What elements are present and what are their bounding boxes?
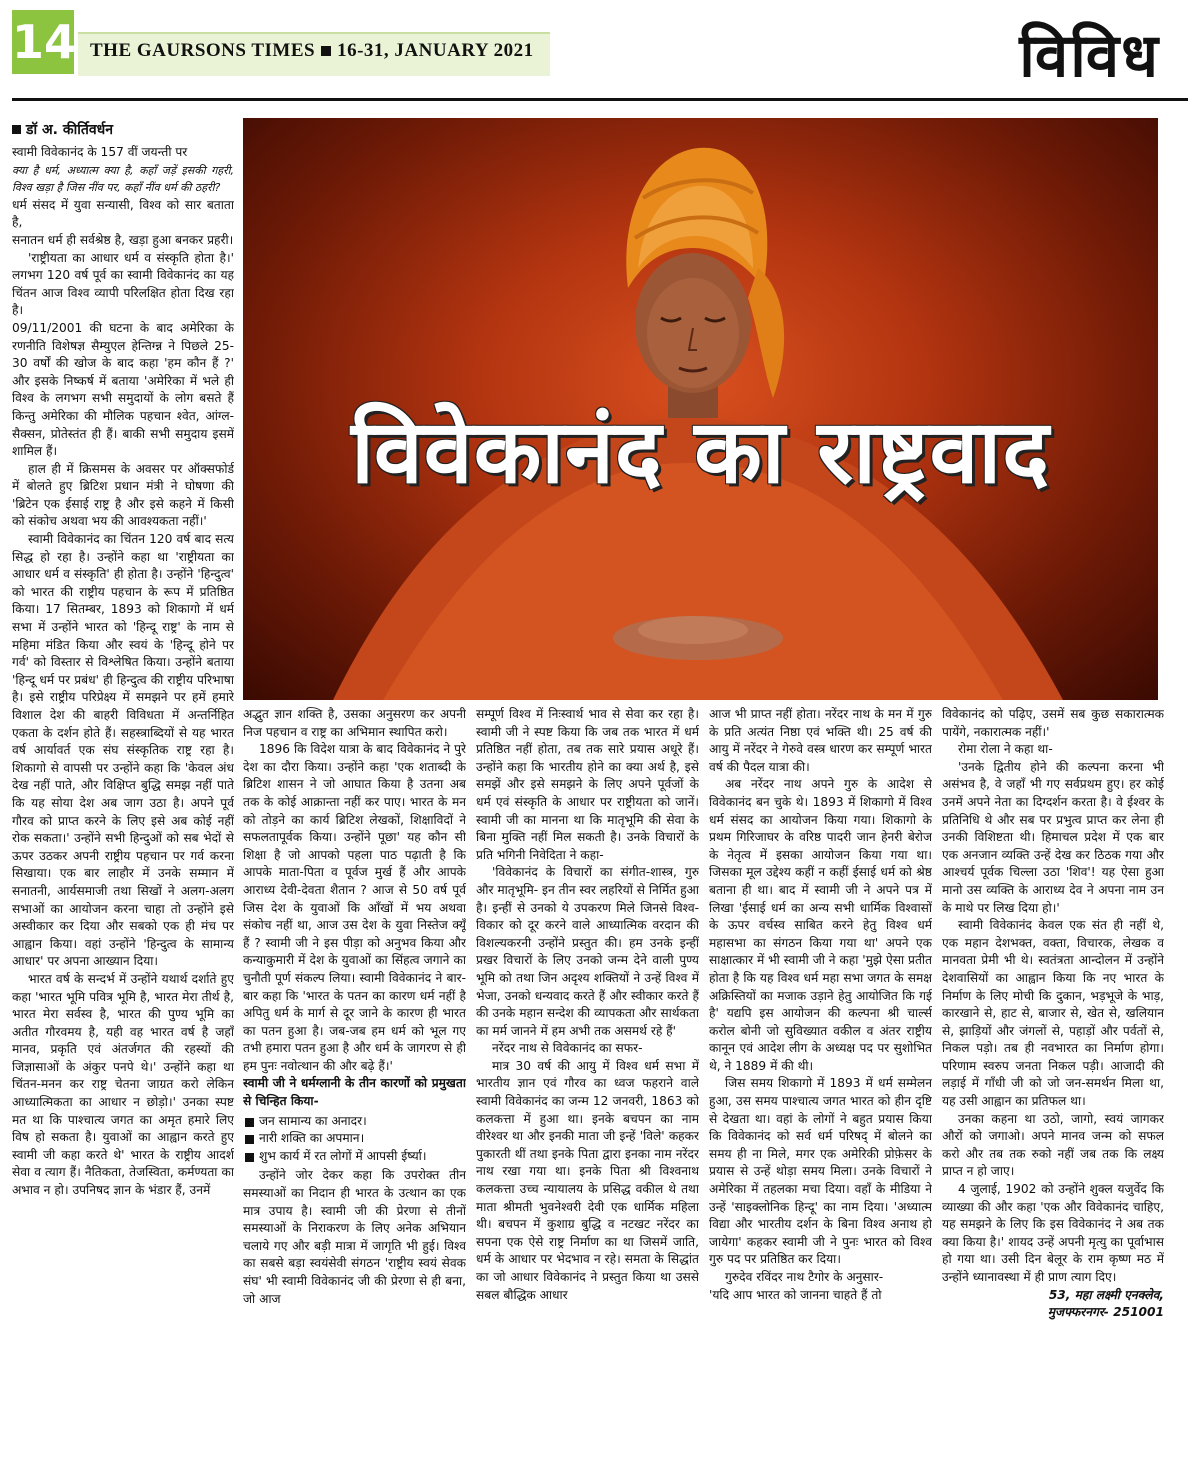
paragraph: 1896 कि विदेश यात्रा के बाद विवेकानंद ने पुरे देश का दौरा किया। उन्होंने कहा 'एक शताब्दी के ब्रिटिश शासन ने जो आघात किया है उतना अब तक के कोई आक्रान्ता नहीं कर पाए। भारत के मन को तोड़ने का कार्य ब्रिटिश लेखकों, शिक्षाविदों ने सफलतापूर्वक किया। उन्होंने पूछा' यह कौन सी शिक्षा है जो आपको पहला पाठ पढ़ाती है कि आपके माता-पिता व पूर्वज मुर्ख हैं और आपके आराध्य देवी-देवता शैतान ? आज से 50 वर्ष पूर्व जिस देश के युवाओं कि आँखों में भय अथवा संकोच नहीं था, आज उस देश के युवा निस्तेज क्यूँ हैं ? स्वामी जी ने इस पीड़ा को अनुभव किया और कन्याकुमारी में देश के युवाओं का सिंहत्व जगाने का चुनौती पूर्ण संकल्प लिया। स्वामी विवेकानंद ने बार-बार कहा कि 'भारत के पतन का कारण धर्म नहीं है अपितु धर्म के मार्ग से दूर जाने के कारण ही भारत का पतन हुआ है। जब-जब हम धर्म को भूल गए तभी हमारा पतन हुआ है और धर्म के जागरण से ही हम पुनः नवोत्थान की और बढ़े हैं।' [243, 742, 466, 1073]
paragraph: जिस समय शिकागो में 1893 में धर्म सम्मेलन हुआ, उस समय पाश्चात्य जगत भारत को हीन दृष्टि से देखता था। वहां के लोगों ने बहुत प्रयास किया कि विवेकानंद को सर्व धर्म परिषद् में बोलने का समय ही ना मिले, मगर एक अमेरिकी प्रोफ़ेसर के प्रयास से उन्हें थोड़ा समय मिला। उनके विचारों ने अमेरिका में तहलका मचा दिया। वहाँ के मीडिया ने उन्हें 'साइक्लोनिक हिन्दू' का नाम दिया। 'अध्यात्म विद्या और भारतीय दर्शन के बिना विश्व अनाथ हो जायेगा' कहकर स्वामी जी ने पुनः भारत को विश्व गुरु पद पर प्रतिष्ठित कर दिया। [709, 1076, 932, 1267]
paragraph: अब नरेंदर नाथ अपने गुरु के आदेश से विवेकानंद बन चुके थे। 1893 में शिकागो में विश्व धर्म संसद का आयोजन किया गया। शिकागो के प्रथम गिरिजाघर के वरिष्ठ पादरी जान हेनरी बेरोज के नेतृत्व में इसका आयोजन किया गया था। जिसका मूल उद्देश्य कहीं न कहीं ईसाई धर्म को श्रेष्ठ बताना ही था। बाद में स्वामी जी ने अपने पत्र में लिखा 'ईसाई धर्म का अन्य सभी धार्मिक विश्वासों के ऊपर वर्चस्व साबित करने हेतु विश्व धर्म महासभा का संगठन किया गया था' अपने एक साक्षात्कार में भी स्वामी जी ने कहा 'मुझे ऐसा प्रतीत होता है कि यह विश्व धर्म महा सभा जगत के समक्ष अक्रिस्तियों का मजाक उड़ाने हेतु आयोजित कि गई है' यद्यपि इस आयोजन की कल्पना श्री चार्ल्स करोल बोनी जो सुविख्यात वकील व अंतर राष्ट्रीय कानून एवं आदेश लीग के अध्यक्ष पद पर सुशोभित थे, ने 1889 में की थी। [709, 777, 932, 1073]
author-address-line-2: मुजफ्फरनगर- 251001 [1047, 1305, 1164, 1320]
byline-square-icon [12, 125, 21, 134]
article-column-2 [243, 706, 466, 1460]
byline [12, 120, 113, 139]
subheading: स्वामी जी ने धर्मग्लानी के तीन कारणों को प्रमुखता से चिन्हित किया- [243, 1076, 466, 1109]
paragraph: स्वामी विवेकानंद केवल एक संत ही नहीं थे, एक महान देशभक्त, वक्ता, विचारक, लेखक व मानवता प्रेमी भी थे। स्वतंत्रता आन्दोलन में उन्होंने देशवासियों का आह्वान किया कि नए भारत के निर्माण के लिए मोची कि दुकान, भड़भूजे के भाड़, कारखाने से, हाट से, बाजार से, खेत से, खलियान से, झाड़ियों और जंगलों से, पहाड़ों और पर्वतों से, निकल पड़ो। तब ही नवभारत का निर्माण होगा। परिणाम स्वरुप जनता निकल पड़ी। आजादी की लड़ाई में गाँधी जी को जो जन-समर्थन मिला था, यह उसी आह्वान का प्रतिफल था। [942, 918, 1164, 1109]
paragraph: हाल ही में क्रिसमस के अवसर पर ऑक्सफोर्ड में बोलते हुए ब्रिटिश प्रधान मंत्री ने घोषणा की 'ब्रिटेन एक ईसाई राष्ट्र है और इसे कहने में किसी को संकोच अथवा भय की आवश्यकता नहीं।' [12, 461, 234, 529]
page-number: 14 [12, 10, 74, 74]
author-address-line-1: 53, महा लक्ष्मी एनक्लेव, [1048, 1287, 1164, 1302]
article-column-5 [942, 706, 1164, 1460]
masthead [90, 40, 534, 62]
paragraph: अद्भुत ज्ञान शक्ति है, उसका अनुसरण कर अपनी निज पहचान व राष्ट्र का अभिमान स्थापित करो। [243, 707, 466, 739]
paragraph: उनका कहना था उठो, जागो, स्वयं जागकर औरों को जगाओ। अपने मानव जन्म को सफल करो और तब तक रुको नहीं जब तक कि लक्ष्य प्राप्त न हो जाए। [942, 1111, 1164, 1179]
subheading: नरेंदर नाथ से विवेकानंद का सफर- [492, 1041, 643, 1056]
article-headline: विवेकानंद का राष्ट्रवाद [351, 400, 1050, 503]
paragraph: 4 जुलाई, 1902 को उन्होंने शुक्ल यजुर्वेद कि व्याख्या की और कहा 'एक और विवेकानंद चाहिए, यह समझने के लिए कि इस विवेकानंद ने अब तक क्या किया है।' शायद उन्हें अपनी मृत्यु का पूर्वाभास हो गया था। उसी दिन बेलूर के राम कृष्ण मठ में उन्होंने ध्यानावस्था में ही प्राण त्याग दिए। [942, 1182, 1164, 1284]
article-column-4 [709, 706, 932, 1460]
paragraph: उन्होंने जोर देकर कहा कि उपरोक्त तीन समस्याओं का निदान ही भारत के उत्थान का एक मात्र उपाय है। स्वामी जी की प्रेरणा से तीनों समस्याओं के निराकरण के लिए अनेक अभियान चलाये गए और बड़ी मात्रा में जागृति भी हुई। विश्व का सबसे बड़ा स्वयंसेवी संगठन 'राष्ट्रीय स्वयं सेवक संघ' भी स्वामी विवेकानंद जी की प्रेरणा से ही बना, जो आज [243, 1168, 466, 1306]
paragraph: 09/11/2001 की घटना के बाद अमेरिका के रणनीति विशेषज्ञ सैम्युएल हेन्तिग्न्न ने पिछले 25-30 वर्षों की खोज के बाद कहा 'हम कौन हैं ?' और इसके निष्कर्ष में बताया 'अमेरिका में भले ही विश्व के लगभग सभी समुदायों के लोग बसते हैं किन्तु अमेरिका की मौलिक पहचान श्वेत, आंग्ल-सैक्सन, प्रोतेस्तंत ही हैं। बाकी सभी समुदाय इसमें शामिल हैं। [12, 320, 234, 459]
paragraph: 'यदि आप भारत को जानना चाहते हैं तो [709, 1287, 882, 1302]
reasons-list [243, 1113, 466, 1166]
paragraph: धर्म संसद में युवा सन्यासी, विश्व को सार बताता है, [12, 197, 234, 230]
paragraph: गुरुदेव रविंदर नाथ टैगोर के अनुसार- [725, 1270, 884, 1284]
section-title: विविध [1019, 21, 1160, 91]
quote-paragraph: 'उनके द्वितीय होने की कल्पना करना भी असंभव है, वे जहाँ भी गए सर्वप्रथम हुए। हर कोई उनमें अपने नेता का दिग्दर्शन करता है। वे ईश्वर के प्रतिनिधि थे और सब पर प्रभुत्व प्राप्त कर लेना ही उनकी विशिष्टता थी। हिमाचल प्रदेश में एक बार एक अनजान व्यक्ति उन्हें देख कर ठिठक गया और आश्चर्य पूर्वक चिल्ला उठा 'शिव'! यह ऐसा हुआ मानो उस व्यक्ति के आराध्य देव ने अपना नाम उन के माथे पर लिख दिया हो।' [942, 759, 1164, 915]
paragraph: मात्र 30 वर्ष की आयु में विश्व धर्म सभा में भारतीय ज्ञान एवं गौरव का ध्वज फहराने वाले स्वामी विवेकानंद का जन्म 12 जनवरी, 1863 को कलकत्ता में हुआ था। इनके बचपन का नाम वीरेश्वर था और इनकी माता जी इन्हें 'विले' कहकर पुकारती थीं तथा इनके पिता द्वारा इनका नाम नरेंदर नाथ रखा गया था। इनके पिता श्री विश्वनाथ कलकत्ता उच्च न्यायालय के प्रसिद्ध वकील थे तथा माता श्रीमती भुवनेश्वरी देवी एक धार्मिक महिला थी। बचपन में कुशाग्र बुद्धि व नटखट नरेंदर का सपना एक ऐसे राष्ट्र निर्माण का था जिसमें जाति, धर्म के आधार पर भेदभाव न रहे। समता के सिद्धांत का जो आधार विवेकानंद ने प्रस्तुत किया था उससे सबल बौद्धिक आधार [476, 1058, 699, 1302]
paragraph: विवेकानंद को पढ़िए, उसमें सब कुछ सकारात्मक पायेंगे, नकारात्मक नहीं।' [942, 707, 1164, 739]
paragraph: सनातन धर्म ही सर्वश्रेष्ठ है, खड़ा हुआ बनकर प्रहरी। [12, 232, 234, 247]
paragraph: 'राष्ट्रीयता का आधार धर्म व संस्कृति होता है।' लगभग 120 वर्ष पूर्व का स्वामी विवेकानंद का यह चिंतन आज विश्व व्यापी परिलक्षित होता दिख रहा है। [12, 250, 234, 318]
issue-date: 16-31, JANUARY 2021 [337, 40, 534, 61]
list-item: जन सामान्य का अनादर। [243, 1113, 466, 1131]
paragraph: रोमा रोला ने कहा था- [958, 742, 1053, 757]
paragraph: भारत वर्ष के सन्दर्भ में उन्होंने यथार्थ दर्शाते हुए कहा 'भारत भूमि पवित्र भूमि है, भारत मेरा तीर्थ है, भारत मेरा सर्वस्व है, भारत की पुण्य भूमि का अतीत गौरवमय है, यही वह भारत वर्ष है जहाँ मानव, प्रकृति एवं अंतर्जगत की रहस्यों की जिज्ञासाओं के अंकुर पनपे थे।' उन्होंने कहा था चिंतन-मनन कर राष्ट्र चेतना जाग्रत करो लेकिन आध्यात्मिकता का आधार न छोड़ो।' उनका स्पष्ट मत था कि पाश्चात्य जगत का अमृत हमारे लिए विष हो सकता है। युवाओं का आह्वान करते हुए स्वामी जी कहा करते थे' भारत के राष्ट्रीय आदर्श सेवा व त्याग हैं। नैतिकता, तेजस्विता, कर्मण्यता का अभाव न हो। उपनिषद ज्ञान के भंडार हैं, उनमें [12, 971, 234, 1198]
publication-name: THE GAURSONS TIMES [90, 40, 316, 61]
header-rule [12, 98, 1188, 101]
list-item: शुभ कार्य में रत लोगों में आपसी ईर्ष्या। [243, 1148, 466, 1166]
paragraph: आज भी प्राप्त नहीं होता। नरेंदर नाथ के मन में गुरु के प्रति अत्यंत निष्ठा एवं भक्ति थी। 25 वर्ष की आयु में नरेंदर ने गेरुवे वस्त्र धारण कर सम्पूर्ण भारत वर्ष की पैदल यात्रा की। [709, 707, 932, 774]
paragraph: स्वामी विवेकानंद का चिंतन 120 वर्ष बाद सत्य सिद्ध हो रहा है। उन्होंने कहा था 'राष्ट्रीयता का आधार धर्म व संस्कृति' ही होता है। उन्होंने 'हिन्दुत्व' को भारत की राष्ट्रीय पहचान के रूप में प्रतिष्ठित किया। 17 सितम्बर, 1893 को शिकागो में धर्म सभा में उन्होंने भारत को 'हिन्दू राष्ट्र' के नाम से महिमा मंडित किया और स्वयं के 'हिन्दू होने पर गर्व' को विस्तार से विश्लेषित किया। उन्होंने बताया 'हिन्दू धर्म पर प्रबंध' ही हिन्दुत्व की राष्ट्रीय परिभाषा है। इसे राष्ट्रीय परिप्रेक्ष्य में समझने पर हमें हमारे विशाल देश की बाहरी विविधता में अन्तर्निहित एकता के दर्शन होते हैं। सहस्त्राब्दियों से यह भारत वर्ष आर्यावर्त एक संघ संस्कृतिक राष्ट्र रहा है। शिकागो से वापसी पर उन्होंने कहा कि 'केवल अंध देख नहीं पाते, और विक्षिप्त बुद्धि समझ नहीं पाते कि यह सोया देश अब जाग उठा है। अपने पूर्व गौरव को प्राप्त करने के लिए इसे अब कोई नहीं रोक सकता।' उन्होंने सभी हिन्दुओं को सब भेदों से ऊपर उठकर अपनी राष्ट्रीय पहचान पर गर्व करना सिखाया। एक बार लाहौर में उनके सम्मान में सनातनी, आर्यसमाजी तथा सिखों ने अलग-अलग सभाओं का आयोजन करना चाहा तो उन्होंने इसे अस्वीकार कर दिया और सबको एक ही मंच पर आह्वान किया। वहां उन्होंने 'हिन्दुत्व के सामान्य आधार' पर अपना आख्यान दिया। [12, 532, 234, 969]
separator-square-icon [321, 46, 331, 56]
author-name: डॉ अ. कीर्तिवर्धन [26, 122, 114, 138]
poem-lines: क्या है धर्म, अध्यात्म क्या है, कहाँ जड़ें इसकी गहरी, विश्व खड़ा है जिस नींव पर, कहाँ नींव धर्म की ठहरी? [12, 163, 234, 195]
hero-image [243, 118, 1158, 700]
paragraph: सम्पूर्ण विश्व में निःस्वार्थ भाव से सेवा कर रहा है। स्वामी जी ने स्पष्ट किया कि जब तक भारत में धर्म प्रतिष्ठित नहीं होता, तब तक सारे प्रयास अधूरे हैं। उन्होंने कहा कि भारतीय होने का क्या अर्थ है, इसे समझें और इसे समझने के लिए अपने पूर्वजों के धर्म एवं संस्कृति के आधार पर राष्ट्रीयता को जानें। स्वामी जी का मानना था कि मातृभूमि की सेवा के बिना मुक्ति नहीं मिल सकती है। उनके विचारों के प्रति भगिनी निवेदिता ने कहा- [476, 707, 699, 862]
list-item: नारी शक्ति का अपमान। [243, 1130, 466, 1148]
article-column-1 [12, 144, 234, 1460]
intro-line: स्वामी विवेकानंद के 157 वीं जयन्ती पर [12, 145, 188, 159]
article-column-3 [476, 706, 699, 1460]
quote-paragraph: 'विवेकानंद के विचारों का संगीत-शास्त्र, गुरु और मातृभूमि- इन तीन स्वर लहरियों से निर्मित हुआ है। इन्हीं से उनको ये उपकरण मिले जिनसे विश्व-विकार को दूर करने वाले आध्यात्मिक वरदान की विशल्यकरनी उन्होंने प्रस्तुत की। हम उनके इन्हीं प्रखर विचारों के लिए उनको जन्म देने वाली पुण्य भूमि को तथा जिन अदृश्य शक्तियों ने उन्हें विश्व में भेजा, उनको धन्यवाद करते हैं और स्वीकार करते हैं की उनके महान सन्देश की व्यापकता और सार्थकता का मर्म जानने में हम अभी तक असमर्थ रहे हैं' [476, 865, 699, 1038]
